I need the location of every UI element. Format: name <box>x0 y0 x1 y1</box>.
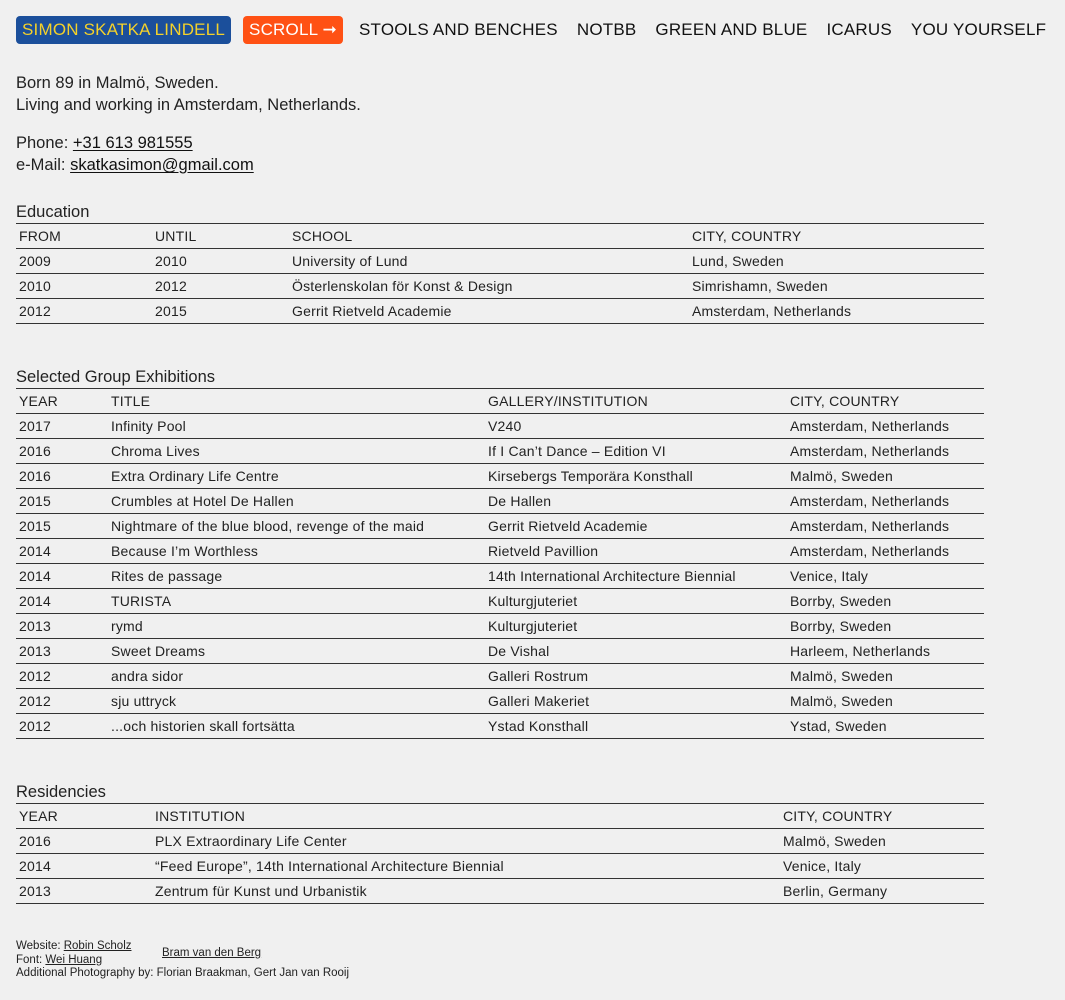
exhibitions-table-cell: Amsterdam, Netherlands <box>787 414 984 439</box>
education-table-cell: 2012 <box>16 299 152 324</box>
education-table-cell: Amsterdam, Netherlands <box>689 299 984 324</box>
footer <box>16 940 349 981</box>
exhibitions-table-cell: Ystad, Sweden <box>787 714 984 739</box>
exhibitions-table-cell: 2015 <box>16 514 108 539</box>
exhibitions-table-row <box>16 539 984 564</box>
footer-photography: Additional Photography by: Florian Braakman, Gert Jan van Rooij <box>16 967 350 979</box>
exhibitions-table-cell: ...och historien skall fortsätta <box>108 714 485 739</box>
residencies-table-cell: Zentrum für Kunst und Urbanistik <box>152 879 780 904</box>
exhibitions-table-row <box>16 614 984 639</box>
exhibitions-header-row <box>16 389 984 414</box>
exhibitions-table-cell: If I Can’t Dance – Edition VI <box>485 439 787 464</box>
exhibitions-table-cell: Sweet Dreams <box>108 639 485 664</box>
exhibitions-table-cell: 14th International Architecture Biennial <box>485 564 787 589</box>
exhibitions-table-cell: 2012 <box>16 689 108 714</box>
font-label: Font: <box>16 953 46 966</box>
bio-living: Living and working in Amsterdam, Netherlands. <box>16 96 361 114</box>
exhibitions-table-cell: Amsterdam, Netherlands <box>787 489 984 514</box>
education-column-header: UNTIL <box>152 224 289 249</box>
exhibitions-table-row <box>16 639 984 664</box>
residencies-table-row <box>16 829 984 854</box>
exhibitions-table-cell: sju uttryck <box>108 689 485 714</box>
education-table-cell: Simrishamn, Sweden <box>689 274 984 299</box>
exhibitions-table-cell: TURISTA <box>108 589 485 614</box>
exhibitions-table-cell: Rietveld Pavillion <box>485 539 787 564</box>
exhibitions-table-cell: 2012 <box>16 664 108 689</box>
exhibitions-table-cell: Crumbles at Hotel De Hallen <box>108 489 485 514</box>
email-label: e-Mail: <box>16 156 71 174</box>
residencies-section <box>16 781 984 904</box>
residencies-table-cell: “Feed Europe”, 14th International Architecture Biennial <box>152 854 780 879</box>
education-table-row <box>16 274 984 299</box>
exhibitions-table-cell: Galleri Rostrum <box>485 664 787 689</box>
exhibitions-table-row <box>16 414 984 439</box>
phone-link[interactable]: +31 613 981555 <box>72 134 193 152</box>
exhibitions-table-row <box>16 464 984 489</box>
education-table-row <box>16 299 984 324</box>
residencies-table-row <box>16 879 984 904</box>
contact-phone <box>16 132 361 154</box>
exhibitions-table-cell: De Vishal <box>485 639 787 664</box>
exhibitions-table-cell: Borrby, Sweden <box>787 589 984 614</box>
exhibitions-column-header: YEAR <box>16 389 108 414</box>
bio-born: Born 89 in Malmö, Sweden. <box>16 74 219 92</box>
exhibitions-table-cell: 2016 <box>16 464 108 489</box>
residencies-column-header: CITY, COUNTRY <box>780 804 984 829</box>
exhibitions-table-cell: Malmö, Sweden <box>787 664 984 689</box>
exhibitions-table-cell: Amsterdam, Netherlands <box>787 539 984 564</box>
website-author-link-2[interactable]: Bram van den Berg <box>162 947 262 959</box>
exhibitions-table-cell: Ystad Konsthall <box>485 714 787 739</box>
residencies-table-cell: 2013 <box>16 879 152 904</box>
education-table-cell: 2015 <box>152 299 289 324</box>
website-author-link[interactable]: Robin Scholz <box>63 940 132 952</box>
exhibitions-table-row <box>16 714 984 739</box>
nav-item-stools-and-benches[interactable]: STOOLS AND BENCHES <box>359 20 558 39</box>
residencies-column-header: INSTITUTION <box>152 804 780 829</box>
residencies-table-row <box>16 854 984 879</box>
exhibitions-column-header: CITY, COUNTRY <box>787 389 984 414</box>
exhibitions-table-cell: Malmö, Sweden <box>787 464 984 489</box>
residencies-table-cell: 2016 <box>16 829 152 854</box>
residencies-table-cell: Venice, Italy <box>780 854 984 879</box>
residencies-table <box>16 803 984 904</box>
exhibitions-table-cell: Extra Ordinary Life Centre <box>108 464 485 489</box>
education-table <box>16 223 984 324</box>
education-table-cell: 2009 <box>16 249 152 274</box>
exhibitions-table-cell: De Hallen <box>485 489 787 514</box>
nav-item-green-and-blue[interactable]: GREEN AND BLUE <box>655 20 808 39</box>
bio-intro <box>16 72 361 176</box>
exhibitions-table-cell: Nightmare of the blue blood, revenge of the maid <box>108 514 485 539</box>
exhibitions-table-cell: Infinity Pool <box>108 414 485 439</box>
exhibitions-table-cell: 2013 <box>16 614 108 639</box>
exhibitions-table-row <box>16 439 984 464</box>
education-column-header: FROM <box>16 224 152 249</box>
exhibitions-table-cell: 2013 <box>16 639 108 664</box>
exhibitions-table-cell: Borrby, Sweden <box>787 614 984 639</box>
exhibitions-table-row <box>16 514 984 539</box>
exhibitions-table-cell: Venice, Italy <box>787 564 984 589</box>
education-table-cell: 2012 <box>152 274 289 299</box>
exhibitions-title: Selected Group Exhibitions <box>16 368 216 386</box>
exhibitions-table-row <box>16 689 984 714</box>
residencies-table-cell: 2014 <box>16 854 152 879</box>
nav-item-icarus[interactable]: ICARUS <box>826 20 892 39</box>
exhibitions-table-cell: Kulturgjuteriet <box>485 589 787 614</box>
nav-item-notbb[interactable]: NOTBB <box>576 20 637 39</box>
exhibitions-table-cell: Kulturgjuteriet <box>485 614 787 639</box>
exhibitions-column-header: GALLERY/INSTITUTION <box>485 389 787 414</box>
nav-home-name[interactable]: SIMON SKATKA LINDELL <box>16 16 231 44</box>
nav-item-you-yourself[interactable]: YOU YOURSELF <box>910 20 1047 39</box>
exhibitions-table-cell: Amsterdam, Netherlands <box>787 439 984 464</box>
exhibitions-table-cell: 2014 <box>16 564 108 589</box>
residencies-table-cell: Malmö, Sweden <box>780 829 984 854</box>
residencies-column-header: YEAR <box>16 804 152 829</box>
exhibitions-table <box>16 388 984 739</box>
exhibitions-table-cell: 2012 <box>16 714 108 739</box>
exhibitions-section <box>16 366 984 739</box>
font-author-link[interactable]: Wei Huang <box>45 953 103 966</box>
education-table-cell: 2010 <box>152 249 289 274</box>
exhibitions-table-cell: rymd <box>108 614 485 639</box>
residencies-header-row <box>16 804 984 829</box>
top-navigation <box>16 16 1047 46</box>
exhibitions-table-row <box>16 664 984 689</box>
exhibitions-table-cell: Malmö, Sweden <box>787 689 984 714</box>
exhibitions-table-row <box>16 489 984 514</box>
exhibitions-table-row <box>16 589 984 614</box>
education-table-cell: Gerrit Rietveld Academie <box>289 299 689 324</box>
exhibitions-table-row <box>16 564 984 589</box>
education-table-cell: Lund, Sweden <box>689 249 984 274</box>
exhibitions-table-cell: V240 <box>485 414 787 439</box>
exhibitions-table-cell: 2016 <box>16 439 108 464</box>
exhibitions-table-cell: andra sidor <box>108 664 485 689</box>
contact-email <box>16 154 361 176</box>
education-column-header: CITY, COUNTRY <box>689 224 984 249</box>
exhibitions-table-cell: Rites de passage <box>108 564 485 589</box>
exhibitions-table-cell: Chroma Lives <box>108 439 485 464</box>
exhibitions-column-header: TITLE <box>108 389 485 414</box>
education-header-row <box>16 224 984 249</box>
education-table-cell: Österlenskolan för Konst & Design <box>289 274 689 299</box>
exhibitions-table-cell: Galleri Makeriet <box>485 689 787 714</box>
education-title: Education <box>16 203 90 221</box>
education-table-cell: 2010 <box>16 274 152 299</box>
education-column-header: SCHOOL <box>289 224 689 249</box>
exhibitions-table-cell: Gerrit Rietveld Academie <box>485 514 787 539</box>
education-table-row <box>16 249 984 274</box>
exhibitions-table-cell: Harleem, Netherlands <box>787 639 984 664</box>
education-table-cell: University of Lund <box>289 249 689 274</box>
phone-label: Phone: <box>16 134 73 152</box>
exhibitions-table-cell: 2015 <box>16 489 108 514</box>
residencies-table-cell: Berlin, Germany <box>780 879 984 904</box>
residencies-table-cell: PLX Extraordinary Life Center <box>152 829 780 854</box>
exhibitions-table-cell: Kirsebergs Temporära Konsthall <box>485 464 787 489</box>
exhibitions-table-cell: 2017 <box>16 414 108 439</box>
website-label: Website: <box>16 940 64 952</box>
email-link[interactable]: skatkasimon@gmail.com <box>70 156 254 174</box>
exhibitions-table-cell: 2014 <box>16 539 108 564</box>
education-section <box>16 201 984 324</box>
exhibitions-table-cell: Amsterdam, Netherlands <box>787 514 984 539</box>
exhibitions-table-cell: 2014 <box>16 589 108 614</box>
nav-scroll-button[interactable]: SCROLL ➞ <box>243 16 343 44</box>
exhibitions-table-cell: Because I’m Worthless <box>108 539 485 564</box>
residencies-title: Residencies <box>16 783 106 801</box>
